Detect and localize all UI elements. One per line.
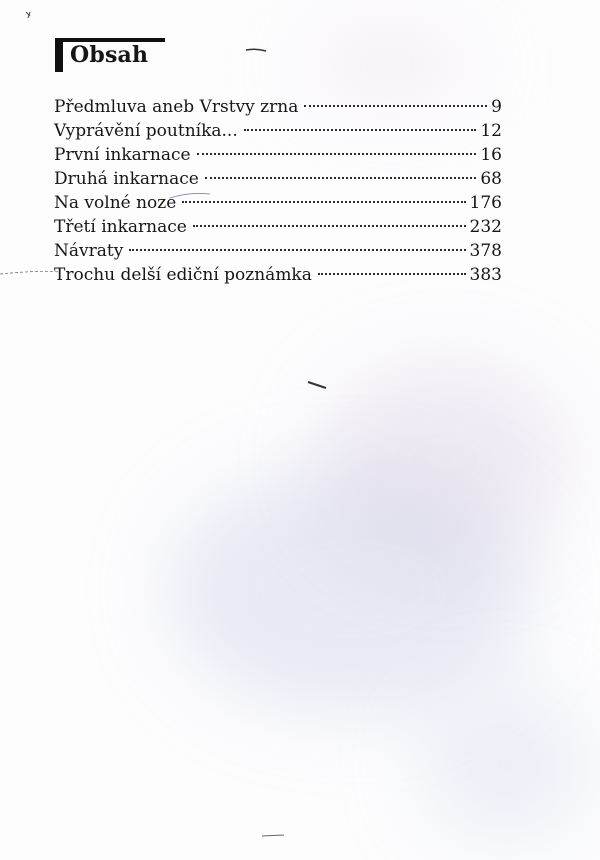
toc-entry-title: Předmluva aneb Vrstvy zrna: [54, 97, 299, 117]
toc-entry-page: 12: [480, 121, 502, 141]
dot-leader: [318, 273, 466, 275]
toc-entry[interactable]: [54, 143, 502, 167]
scan-tint: [320, 360, 570, 560]
scan-tint: [420, 690, 590, 840]
toc-entry[interactable]: [54, 215, 502, 239]
dot-leader: [304, 105, 487, 107]
toc-entry[interactable]: [54, 263, 502, 287]
page-title: Obsah: [70, 42, 149, 68]
scan-tint: [170, 470, 530, 710]
dot-leader: [197, 153, 477, 155]
toc-entry-title: Trochu delší ediční poznámka: [54, 265, 312, 285]
dot-leader: [129, 249, 465, 251]
toc-entry-page: 176: [469, 193, 502, 213]
dot-leader: [205, 177, 477, 179]
dot-leader: [244, 129, 477, 131]
heading-rule-left: [55, 38, 63, 72]
toc-heading: [55, 38, 165, 74]
toc-entry[interactable]: [54, 119, 502, 143]
toc-entry[interactable]: [54, 95, 502, 119]
toc-entry[interactable]: [54, 191, 502, 215]
toc-entry-page: 9: [491, 97, 502, 117]
toc-entry[interactable]: [54, 167, 502, 191]
toc-entry-title: Vyprávění poutníka...: [54, 121, 238, 141]
table-of-contents: [54, 95, 502, 287]
toc-entry-page: 16: [480, 145, 502, 165]
toc-entry-page: 378: [469, 241, 502, 261]
dot-leader: [182, 201, 465, 203]
toc-entry-title: První inkarnace: [54, 145, 191, 165]
toc-entry[interactable]: [54, 239, 502, 263]
toc-entry-page: 383: [469, 265, 502, 285]
toc-entry-title: Třetí inkarnace: [54, 217, 187, 237]
toc-entry-title: Druhá inkarnace: [54, 169, 199, 189]
toc-entry-page: 68: [480, 169, 502, 189]
toc-entry-page: 232: [469, 217, 502, 237]
dot-leader: [193, 225, 466, 227]
toc-entry-title: Návraty: [54, 241, 124, 261]
toc-entry-title: Na volné noze: [54, 193, 177, 213]
